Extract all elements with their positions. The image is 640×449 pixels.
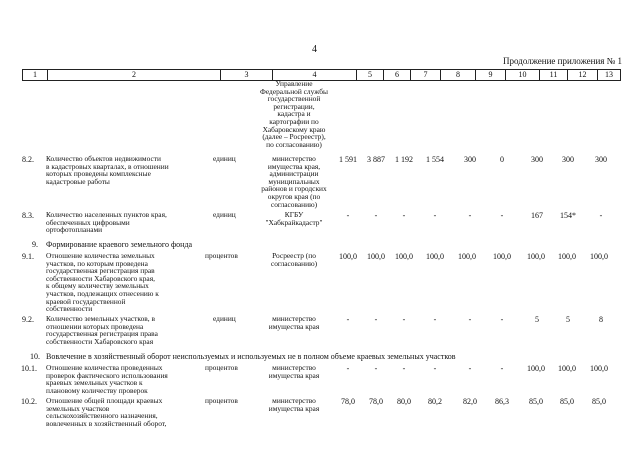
executor-cell: министерство имущества края (268, 314, 320, 331)
value-cell: - (500, 211, 504, 220)
value-cell: 86,3 (495, 397, 509, 406)
section-title: Формирование краевого земельного фонда (46, 240, 193, 249)
unit-cell: единиц (213, 154, 236, 163)
value-cell: - (468, 211, 472, 220)
section-number: 9. (32, 240, 38, 249)
header-col-6: 6 (384, 70, 411, 80)
value-cell: - (468, 315, 472, 324)
indicator-name: Количество земельных участков, в отношении которых проведена государственная регистрация права собственности Хабаровского края (46, 314, 158, 346)
value-cell: 80,2 (428, 397, 442, 406)
value-cell: - (402, 211, 406, 220)
value-cell: 85,0 (592, 397, 606, 406)
value-cell: - (433, 315, 437, 324)
value-cell: 100,0 (339, 252, 357, 261)
executor-cell: министерство имущества края (268, 363, 320, 380)
value-cell: - (346, 211, 350, 220)
value-cell: - (468, 364, 472, 373)
value-cell: - (374, 315, 378, 324)
indicator-name: Количество объектов недвижимости в кадастровых кварталах, в отношении которых проведены комплексные кадастровые работы (46, 154, 169, 186)
indicator-name: Отношение общей площади краевых земельных участков сельскохозяйственного назначения, вовлеченных в хозяйственный оборот, (46, 396, 167, 428)
header-col-12: 12 (568, 70, 598, 80)
value-cell: - (500, 364, 504, 373)
value-cell: - (402, 315, 406, 324)
value-cell: 100,0 (458, 252, 476, 261)
value-cell: - (599, 211, 603, 220)
value-cell: 100,0 (590, 364, 608, 373)
value-cell: 300 (531, 155, 543, 164)
unit-cell: процентов (205, 363, 238, 372)
executor-cell: Управление Федеральной службы государственной регистрации, кадастра и картографии по Хабаровскому краю (далее – Росреестр), по согласованию) (260, 79, 328, 149)
executor-cell: Росреестр (по согласованию) (270, 251, 318, 268)
indicator-name: Отношение количества земельных участков, по которым проведена государственная регистрация прав собственности Хабаровского края, к общему количеству земельных участков, подлежащих отнесению к краевой государственной собственности (46, 251, 159, 314)
value-cell: 100,0 (527, 252, 545, 261)
section-title: Вовлечение в хозяйственный оборот неиспользуемых и используемых не в полном объеме краевых земельных участков (46, 352, 456, 361)
value-cell: 8 (599, 315, 603, 324)
row-number: 9.1. (22, 252, 34, 261)
indicator-name: Отношение количества проведенных проверок фактического использования краевых земельных участков к плановому количеству проверок (46, 363, 168, 395)
value-cell: - (433, 364, 437, 373)
header-col-4: 4 (273, 70, 357, 80)
value-cell: - (346, 364, 350, 373)
unit-cell: процентов (205, 396, 238, 405)
header-col-10: 10 (506, 70, 540, 80)
value-cell: 100,0 (558, 252, 576, 261)
value-cell: 100,0 (527, 364, 545, 373)
row-number: 9.2. (22, 315, 34, 324)
value-cell: 3 887 (367, 155, 385, 164)
continuation-caption: Продолжение приложения № 1 (503, 56, 623, 66)
header-col-7: 7 (411, 70, 441, 80)
value-cell: 1 192 (395, 155, 413, 164)
executor-cell: КГБУ "Хабкрайкадастр" (265, 210, 323, 227)
value-cell: 5 (535, 315, 539, 324)
header-col-3: 3 (221, 70, 273, 80)
header-col-2: 2 (48, 70, 221, 80)
value-cell: 100,0 (367, 252, 385, 261)
unit-cell: единиц (213, 314, 236, 323)
row-number: 8.2. (22, 155, 34, 164)
header-col-5: 5 (357, 70, 384, 80)
value-cell: 300 (595, 155, 607, 164)
value-cell: - (346, 315, 350, 324)
unit-cell: единиц (213, 210, 236, 219)
unit-cell: процентов (205, 251, 238, 260)
value-cell: - (402, 364, 406, 373)
value-cell: 100,0 (558, 364, 576, 373)
value-cell: 100,0 (493, 252, 511, 261)
header-col-13: 13 (605, 70, 613, 79)
value-cell: - (374, 364, 378, 373)
value-cell: - (433, 211, 437, 220)
indicator-name: Количество населенных пунктов края, обеспеченных цифровыми ортофотопланами (46, 210, 167, 235)
page-number: 4 (312, 44, 317, 55)
header-col-9: 9 (476, 70, 506, 80)
value-cell: - (500, 315, 504, 324)
value-cell: 154* (560, 211, 576, 220)
value-cell: 78,0 (341, 397, 355, 406)
row-number: 10.2. (21, 397, 37, 406)
value-cell: 0 (500, 155, 504, 164)
value-cell: 80,0 (397, 397, 411, 406)
value-cell: - (374, 211, 378, 220)
value-cell: 85,0 (560, 397, 574, 406)
value-cell: 1 554 (426, 155, 444, 164)
header-col-11: 11 (540, 70, 568, 80)
value-cell: 300 (562, 155, 574, 164)
value-cell: 82,0 (463, 397, 477, 406)
value-cell: 300 (464, 155, 476, 164)
row-number: 8.3. (22, 211, 34, 220)
value-cell: 100,0 (590, 252, 608, 261)
row-number: 10.1. (21, 364, 37, 373)
value-cell: 167 (531, 211, 543, 220)
value-cell: 100,0 (395, 252, 413, 261)
value-cell: 1 591 (339, 155, 357, 164)
executor-cell: министерство имущества края, администрации муниципальных районов и городских округов края (по согласованию) (261, 154, 327, 209)
executor-cell: министерство имущества края (268, 396, 320, 413)
value-cell: 100,0 (426, 252, 444, 261)
value-cell: 78,0 (369, 397, 383, 406)
section-number: 10. (30, 352, 40, 361)
value-cell: 5 (566, 315, 570, 324)
header-col-1: 1 (23, 70, 48, 80)
value-cell: 85,0 (529, 397, 543, 406)
header-col-8: 8 (441, 70, 476, 80)
